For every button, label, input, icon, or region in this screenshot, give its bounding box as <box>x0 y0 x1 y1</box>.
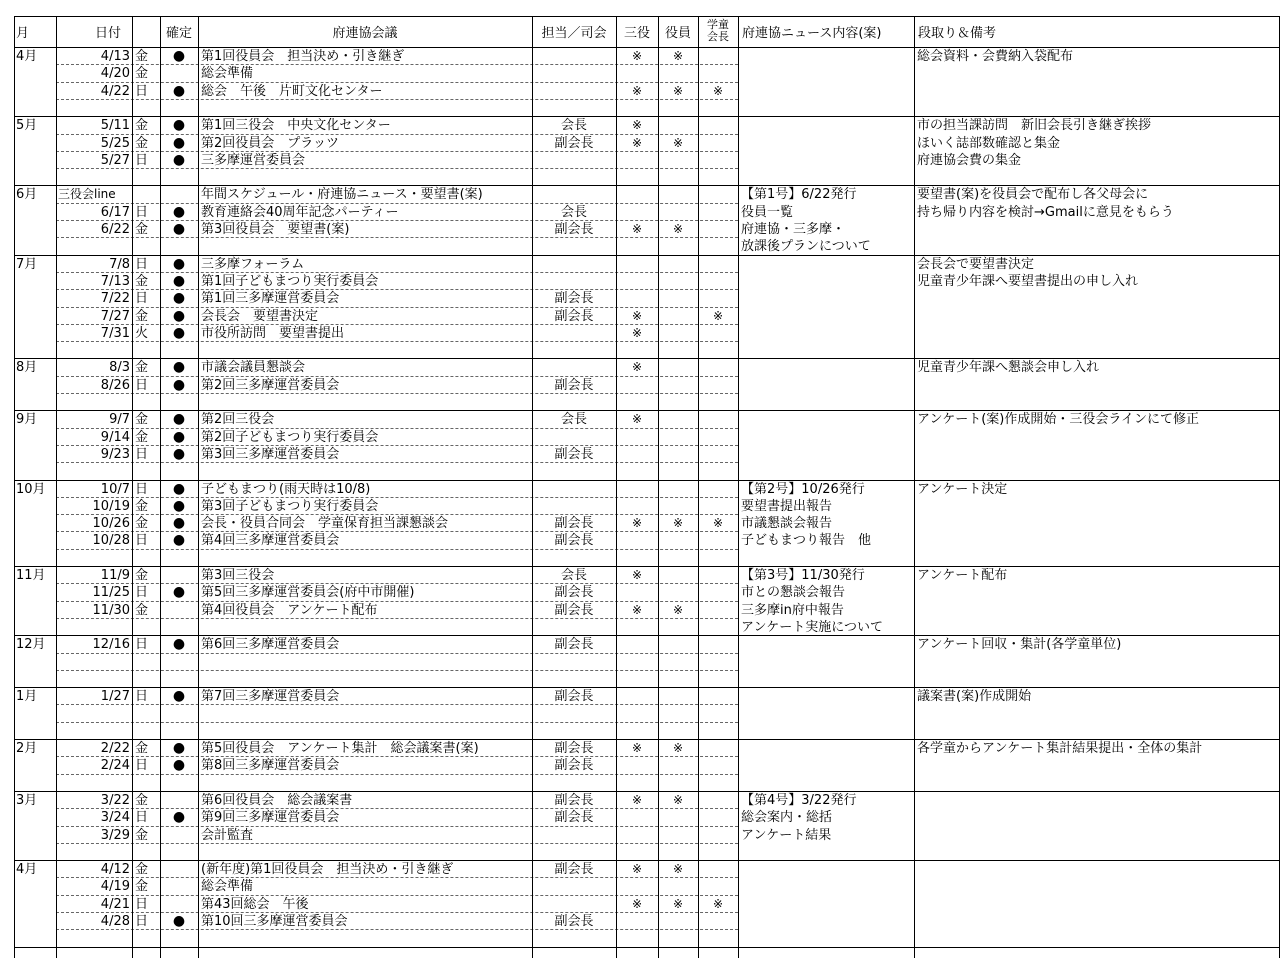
row-separator <box>56 843 738 844</box>
meeting-cell: 第43回総会 午後 <box>201 896 309 912</box>
confirmed-dot: ● <box>172 480 186 497</box>
news-line: 総会案内・総括 <box>741 810 833 826</box>
weekday-cell: 日 <box>135 291 149 307</box>
meeting-cell: 第6回役員会 総会議案書 <box>201 792 353 808</box>
month-label: 7月 <box>16 256 38 272</box>
news-line: 市議懇談会報告 <box>741 516 833 532</box>
date-cell: 3/24 <box>100 810 130 826</box>
column-border <box>56 16 57 958</box>
weekday-cell: 金 <box>135 498 149 514</box>
confirmed-dot: ● <box>172 221 186 237</box>
person-cell: 会長 <box>560 204 587 220</box>
confirmed-dot: ● <box>172 290 186 307</box>
notes-line: 児童青少年課へ要望書提出の申し入れ <box>917 273 1139 289</box>
sanyaku-mark: ※ <box>631 360 643 375</box>
row-separator <box>56 618 738 619</box>
sanyaku-mark: ※ <box>631 325 643 340</box>
meeting-cell: 総会準備 <box>201 66 254 82</box>
gakudo-mark: ※ <box>712 83 724 98</box>
sanyaku-mark: ※ <box>631 135 643 150</box>
header-notes: 段取り＆備考 <box>918 25 997 41</box>
sanyaku-mark: ※ <box>631 118 643 133</box>
meeting-cell: 会計監査 <box>201 827 254 843</box>
header-month: 月 <box>16 25 30 41</box>
date-cell: 4/12 <box>100 862 130 878</box>
confirmed-dot: ● <box>172 757 186 774</box>
confirmed-dot: ● <box>172 809 186 826</box>
news-line: 役員一覧 <box>741 204 794 220</box>
row-separator <box>56 168 738 169</box>
date-cell: 7/31 <box>100 325 130 341</box>
weekday-cell: 日 <box>135 533 149 549</box>
sanyaku-mark: ※ <box>631 49 643 63</box>
date-cell: 5/25 <box>100 135 130 151</box>
meeting-cell: 総会準備 <box>201 879 254 895</box>
meeting-cell: (新年度)第1回役員会 担当決め・引き継ぎ <box>201 862 454 878</box>
date-cell: 8/26 <box>100 377 130 393</box>
notes-line: 議案書(案)作成開始 <box>917 689 1032 705</box>
row-separator <box>56 774 738 775</box>
confirmed-dot: ● <box>172 272 186 289</box>
notes-line: アンケート回収・集計(各学童単位) <box>917 637 1122 653</box>
date-cell: 11/25 <box>92 585 130 601</box>
column-border <box>616 16 617 958</box>
column-border <box>658 16 659 958</box>
news-line: 【第3号】11/30発行 <box>741 568 865 583</box>
date-cell: 5/27 <box>100 152 130 168</box>
confirmed-dot: ● <box>172 411 186 428</box>
sanyaku-mark: ※ <box>631 308 643 323</box>
confirmed-dot: ● <box>172 913 186 929</box>
meeting-cell: 第4回役員会 アンケート配布 <box>201 602 378 618</box>
meeting-cell: 第2回三役会 <box>201 412 275 428</box>
notes-line: 児童青少年課へ懇談会申し入れ <box>917 360 1100 376</box>
month-label: 11月 <box>16 568 46 583</box>
date-cell: 10/28 <box>92 533 130 549</box>
confirmed-dot: ● <box>172 307 186 324</box>
meeting-cell: 市役所訪問 要望書提出 <box>201 325 345 341</box>
weekday-cell: 金 <box>135 602 149 618</box>
row-separator <box>56 653 738 654</box>
month-label: 5月 <box>16 118 38 134</box>
date-cell: 4/28 <box>100 914 130 929</box>
confirmed-dot: ● <box>172 324 186 341</box>
person-cell: 副会長 <box>554 222 594 237</box>
weekday-cell: 金 <box>135 66 149 82</box>
column-border <box>914 16 915 958</box>
person-cell: 副会長 <box>554 585 594 601</box>
news-line: 子どもまつり報告 他 <box>741 533 872 549</box>
news-line: 【第4号】3/22発行 <box>741 792 857 808</box>
yakuin-mark: ※ <box>672 83 684 98</box>
confirmed-dot: ● <box>172 376 186 393</box>
weekday-cell: 金 <box>135 792 149 808</box>
month-label: 1月 <box>16 689 38 705</box>
weekday-cell: 金 <box>135 135 149 151</box>
weekday-cell: 日 <box>135 377 149 393</box>
group-border <box>14 947 1280 948</box>
weekday-cell: 金 <box>135 273 149 289</box>
weekday-cell: 金 <box>135 222 149 237</box>
confirmed-dot: ● <box>172 48 186 64</box>
news-line: アンケート結果 <box>741 827 832 843</box>
date-cell: 7/27 <box>100 308 130 324</box>
date-cell: 6/22 <box>100 222 130 237</box>
meeting-cell: 第5回三多摩運営委員会(府中市開催) <box>201 585 415 601</box>
yakuin-mark: ※ <box>672 602 684 617</box>
month-label: 9月 <box>16 412 38 428</box>
notes-line: 総会資料・会費納入袋配布 <box>917 49 1074 64</box>
sanyaku-mark: ※ <box>631 516 643 531</box>
header-confirmed: 確定 <box>165 25 192 41</box>
weekday-cell: 金 <box>135 412 149 428</box>
yakuin-mark: ※ <box>672 135 684 150</box>
date-cell: 6/17 <box>100 204 130 220</box>
date-cell: 9/7 <box>109 412 130 428</box>
confirmed-dot: ● <box>172 134 186 151</box>
weekday-cell: 日 <box>135 152 149 168</box>
weekday-cell: 金 <box>135 308 149 324</box>
header-person: 担当／司会 <box>541 25 607 41</box>
news-line: 要望書提出報告 <box>741 498 833 514</box>
yakuin-mark: ※ <box>672 792 684 807</box>
meeting-cell: 第1回三多摩運営委員会 <box>201 291 340 307</box>
person-cell: 副会長 <box>554 516 594 532</box>
column-border <box>532 16 533 958</box>
notes-line: 府連協会費の集金 <box>917 152 1022 168</box>
weekday-cell: 日 <box>135 83 149 99</box>
meeting-cell: 第10回三多摩運営委員会 <box>201 914 348 929</box>
sanyaku-mark: ※ <box>631 83 643 98</box>
row-separator <box>56 670 738 671</box>
gakudo-mark: ※ <box>712 308 724 323</box>
weekday-cell: 火 <box>135 325 149 341</box>
yakuin-mark: ※ <box>672 741 684 755</box>
header-news: 府連協ニュース内容(案) <box>742 25 882 41</box>
notes-line: 会長会で要望書決定 <box>917 256 1035 272</box>
month-label: 10月 <box>16 481 46 497</box>
meeting-cell: 第1回役員会 担当決め・引き継ぎ <box>201 49 405 64</box>
confirmed-dot: ● <box>172 82 186 99</box>
person-cell: 副会長 <box>554 308 594 324</box>
month-label: 3月 <box>16 792 38 808</box>
weekday-cell: 日 <box>135 689 149 705</box>
meeting-cell: 第3回三多摩運営委員会 <box>201 446 340 462</box>
person-cell: 副会長 <box>554 446 594 462</box>
notes-line: 持ち帰り内容を検討→Gmailに意見をもらう <box>917 204 1174 220</box>
notes-line: ほいく誌部数確認と集金 <box>917 135 1061 151</box>
date-cell: 4/20 <box>100 66 130 82</box>
notes-line: 各学童からアンケート集計結果提出・全体の集計 <box>917 741 1203 756</box>
row-separator <box>56 341 738 342</box>
confirmed-dot: ● <box>172 203 186 220</box>
confirmed-dot: ● <box>172 428 186 445</box>
confirmed-dot: ● <box>172 584 186 601</box>
column-border <box>198 16 199 958</box>
date-cell: 3/22 <box>100 792 130 808</box>
month-label: 4月 <box>16 49 38 64</box>
meeting-cell: 第1回三役会 中央文化センター <box>201 118 391 134</box>
news-line: 府連協・三多摩・ <box>741 222 846 237</box>
person-cell: 副会長 <box>554 758 594 774</box>
date-cell: 4/13 <box>100 49 130 64</box>
meeting-cell: 第3回役員会 要望書(案) <box>201 222 350 237</box>
header-gakudo <box>698 16 738 46</box>
date-cell: 11/9 <box>100 568 130 583</box>
gakudo-mark: ※ <box>712 896 724 911</box>
month-label: 4月 <box>16 862 38 878</box>
date-cell: 2/24 <box>100 758 130 774</box>
row-separator <box>56 704 738 705</box>
month-label: 2月 <box>16 741 38 756</box>
person-cell: 副会長 <box>554 810 594 826</box>
weekday-cell: 日 <box>135 585 149 601</box>
weekday-cell: 金 <box>135 568 149 583</box>
confirmed-dot: ● <box>172 515 186 532</box>
person-cell: 副会長 <box>554 291 594 307</box>
meeting-cell: 子どもまつり(雨天時は10/8) <box>201 481 371 497</box>
confirmed-dot: ● <box>172 255 186 272</box>
weekday-cell: 金 <box>135 741 149 756</box>
date-cell: 9/23 <box>100 446 130 462</box>
meeting-cell: 会長・役員合同会 学童保育担当課懇談会 <box>201 516 449 532</box>
column-border <box>160 16 161 958</box>
date-cell: 7/8 <box>109 256 130 272</box>
news-line: 【第1号】6/22発行 <box>741 187 857 203</box>
header-sanyaku: 三役 <box>623 25 650 41</box>
date-cell: 4/22 <box>100 83 130 99</box>
date-cell: 7/13 <box>100 273 130 289</box>
date-cell: 9/14 <box>100 429 130 445</box>
date-cell: 1/27 <box>100 689 130 705</box>
meeting-cell: 年間スケジュール・府連協ニュース・要望書(案) <box>201 187 483 203</box>
news-line: 市との懇談会報告 <box>741 585 846 601</box>
month-label: 8月 <box>16 360 38 376</box>
meeting-cell: 三多摩フォーラム <box>201 256 305 272</box>
meeting-cell: 市議会議員懇談会 <box>201 360 306 376</box>
column-border <box>14 16 15 958</box>
confirmed-dot: ● <box>172 445 186 462</box>
sanyaku-mark: ※ <box>631 792 643 807</box>
row-separator <box>56 99 738 100</box>
confirmed-dot: ● <box>172 740 186 756</box>
date-cell: 10/7 <box>100 481 130 497</box>
date-cell: 8/3 <box>109 360 130 376</box>
notes-line: 要望書(案)を役員会で配布し各父母会に <box>917 187 1149 203</box>
weekday-cell: 金 <box>135 862 149 878</box>
notes-line: アンケート配布 <box>917 568 1008 583</box>
row-separator <box>56 929 738 930</box>
month-label: 6月 <box>16 187 38 203</box>
weekday-cell: 日 <box>135 204 149 220</box>
date-cell: 5/11 <box>100 118 130 134</box>
date-cell: 4/21 <box>100 896 130 912</box>
yakuin-mark: ※ <box>672 222 684 236</box>
news-line: 三多摩in府中報告 <box>741 602 844 618</box>
meeting-cell: 第6回三多摩運営委員会 <box>201 637 340 653</box>
notes-line: アンケート(案)作成開始・三役会ラインにて修正 <box>917 412 1199 428</box>
weekday-cell: 日 <box>135 896 149 912</box>
weekday-cell: 金 <box>135 879 149 895</box>
meeting-cell: 三多摩運営委員会 <box>201 152 306 168</box>
sanyaku-mark: ※ <box>631 568 643 582</box>
row-separator <box>56 237 738 238</box>
weekday-cell: 日 <box>135 810 149 826</box>
date-cell: 12/16 <box>92 637 130 653</box>
row-separator <box>56 393 738 394</box>
meeting-cell: 第9回三多摩運営委員会 <box>201 810 340 826</box>
date-cell: 4/19 <box>100 879 130 895</box>
sanyaku-mark: ※ <box>631 222 643 236</box>
confirmed-dot: ● <box>172 688 186 705</box>
meeting-cell: 第7回三多摩運営委員会 <box>201 689 340 705</box>
weekday-cell: 日 <box>135 758 149 774</box>
column-border <box>132 16 133 958</box>
yakuin-mark: ※ <box>672 896 684 911</box>
confirmed-dot: ● <box>172 117 186 134</box>
yakuin-mark: ※ <box>672 862 684 877</box>
column-border <box>698 16 699 958</box>
meeting-cell: 第2回三多摩運営委員会 <box>201 377 340 393</box>
meeting-cell: 第2回役員会 プラッツ <box>201 135 340 151</box>
date-cell: 三役会line <box>58 187 116 202</box>
meeting-cell: 第8回三多摩運営委員会 <box>201 758 340 774</box>
person-cell: 副会長 <box>554 741 594 756</box>
meeting-cell: 第1回子どもまつり実行委員会 <box>201 273 379 289</box>
sanyaku-mark: ※ <box>631 412 643 427</box>
yakuin-mark: ※ <box>672 49 684 63</box>
person-cell: 会長 <box>560 412 587 428</box>
weekday-cell: 金 <box>135 49 149 64</box>
header-meeting: 府連協会議 <box>332 25 398 41</box>
yakuin-mark: ※ <box>672 516 684 531</box>
person-cell: 副会長 <box>554 602 594 618</box>
date-cell: 11/30 <box>92 602 130 618</box>
confirmed-dot: ● <box>172 636 186 653</box>
header-gakudo-line1: 学童 <box>707 18 729 31</box>
person-cell: 副会長 <box>554 637 594 653</box>
meeting-cell: 第2回子どもまつり実行委員会 <box>201 429 379 445</box>
confirmed-dot: ● <box>172 359 186 376</box>
meeting-cell: 第5回役員会 アンケート集計 総会議案書(案) <box>201 741 479 756</box>
gakudo-mark: ※ <box>712 516 724 531</box>
weekday-cell: 日 <box>135 637 149 653</box>
meeting-cell: 第3回子どもまつり実行委員会 <box>201 498 379 514</box>
confirmed-dot: ● <box>172 151 186 168</box>
header-gakudo-line2: 会長 <box>707 30 729 43</box>
meeting-cell: 総会 午後 片町文化センター <box>201 83 383 99</box>
news-line: アンケート実施について <box>741 619 883 635</box>
person-cell: 副会長 <box>554 914 594 929</box>
date-cell: 10/19 <box>92 498 130 514</box>
weekday-cell: 日 <box>135 446 149 462</box>
person-cell: 会長 <box>560 118 587 134</box>
person-cell: 副会長 <box>554 792 594 808</box>
header-top-border <box>14 16 1280 17</box>
weekday-cell: 金 <box>135 118 149 134</box>
person-cell: 副会長 <box>554 689 594 705</box>
notes-line: アンケート決定 <box>917 481 1008 497</box>
confirmed-dot: ● <box>172 532 186 549</box>
meeting-cell: 第4回三多摩運営委員会 <box>201 533 340 549</box>
notes-line: 市の担当課訪問 新旧会長引き継ぎ挨拶 <box>917 118 1152 134</box>
person-cell: 副会長 <box>554 377 594 393</box>
weekday-cell: 日 <box>135 914 149 929</box>
sanyaku-mark: ※ <box>631 862 643 877</box>
sanyaku-mark: ※ <box>631 741 643 755</box>
date-cell: 10/26 <box>92 516 130 532</box>
news-line: 放課後プランについて <box>741 239 871 255</box>
sanyaku-mark: ※ <box>631 896 643 911</box>
weekday-cell: 金 <box>135 516 149 532</box>
column-border <box>738 16 739 958</box>
meeting-cell: 教育連絡会40周年記念パーティー <box>201 204 399 220</box>
person-cell: 副会長 <box>554 533 594 549</box>
date-cell: 3/29 <box>100 827 130 843</box>
header-yakuin: 役員 <box>664 25 691 41</box>
meeting-cell: 第3回三役会 <box>201 568 275 583</box>
weekday-cell: 金 <box>135 827 149 843</box>
weekday-cell: 金 <box>135 360 149 376</box>
row-separator <box>56 549 738 550</box>
row-separator <box>56 722 738 723</box>
weekday-cell: 日 <box>135 481 149 497</box>
person-cell: 副会長 <box>554 862 594 878</box>
date-cell: 2/22 <box>100 741 130 756</box>
weekday-cell: 金 <box>135 429 149 445</box>
weekday-cell: 日 <box>135 256 149 272</box>
person-cell: 副会長 <box>554 135 594 151</box>
header-date: 日付 <box>94 25 121 41</box>
month-label: 12月 <box>16 637 46 653</box>
row-separator <box>56 462 738 463</box>
person-cell: 会長 <box>560 568 587 583</box>
date-cell: 7/22 <box>100 291 130 307</box>
sanyaku-mark: ※ <box>631 602 643 617</box>
confirmed-dot: ● <box>172 497 186 514</box>
news-line: 【第2号】10/26発行 <box>741 481 865 497</box>
meeting-cell: 会長会 要望書決定 <box>201 308 319 324</box>
